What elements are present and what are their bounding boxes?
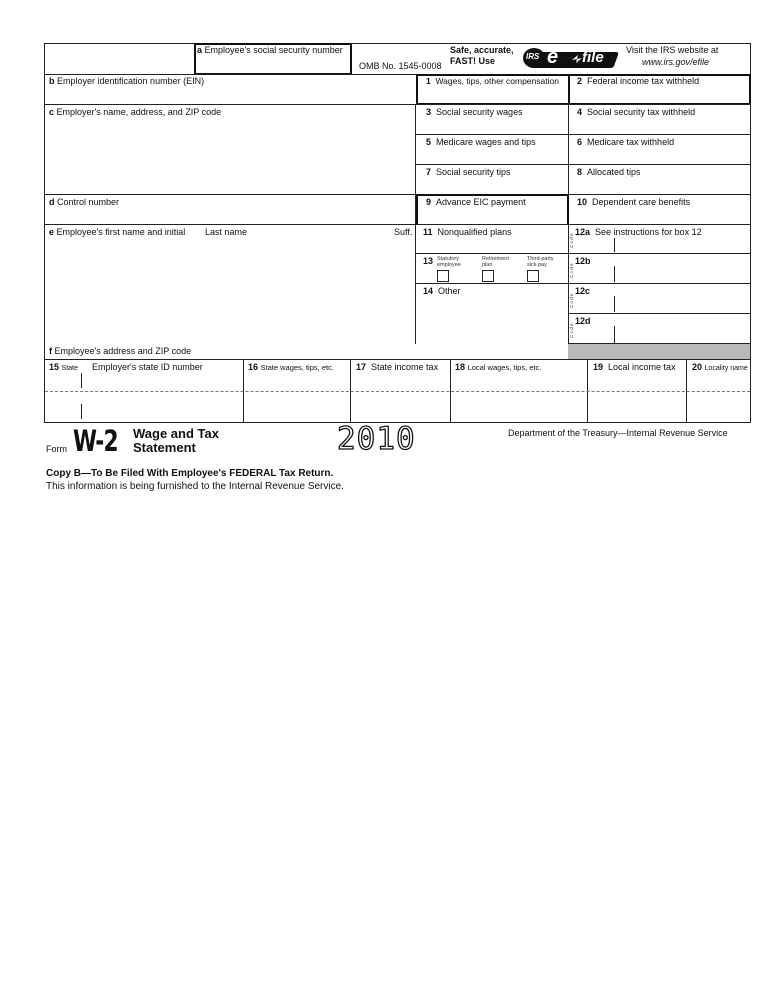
box12d-amount-field[interactable] — [616, 326, 750, 343]
employee-name-field[interactable] — [45, 240, 415, 340]
efile-logo-file: file — [582, 49, 604, 66]
box12b-label: 12b — [575, 256, 591, 266]
box12a-code-divider — [614, 238, 615, 252]
state-tick — [81, 373, 82, 388]
row-divider — [44, 359, 751, 360]
box15-label: 15 State — [49, 362, 78, 372]
box8-label: 8 Allocated tips — [577, 167, 641, 177]
visit-irs-line1: Visit the IRS website at — [626, 45, 719, 55]
nonqualified-field[interactable] — [416, 238, 568, 252]
efile-tagline-1: Safe, accurate, FAST! Use — [450, 45, 514, 66]
medicare-tax-field[interactable] — [569, 148, 750, 164]
form-word: Form — [46, 444, 67, 454]
box6-label: 6 Medicare tax withheld — [577, 137, 675, 147]
tax-year: 2010 — [337, 421, 416, 457]
row-divider — [415, 134, 751, 135]
control-number-field[interactable] — [45, 208, 415, 224]
locality-name-field-2[interactable] — [687, 404, 750, 421]
irs-efile-logo — [520, 46, 620, 70]
box12d-code-field[interactable] — [577, 326, 613, 343]
box5-label: 5 Medicare wages and tips — [426, 137, 536, 147]
local-wages-field-2[interactable] — [451, 404, 586, 421]
box12a-label: 12a See instructions for box 12 — [575, 227, 702, 237]
state-id-field-1[interactable] — [83, 373, 242, 390]
state-tick — [81, 404, 82, 419]
box12c-code-divider — [614, 296, 615, 312]
box12d-code-divider — [614, 326, 615, 343]
other-field[interactable] — [416, 297, 568, 343]
state-tax-field-2[interactable] — [351, 404, 449, 421]
employee-last-name-label: Last name — [205, 227, 248, 237]
local-tax-field-2[interactable] — [588, 404, 685, 421]
box13-label: 13 — [423, 256, 434, 266]
employee-suffix-label: Suff. — [394, 227, 413, 237]
local-wages-field-1[interactable] — [451, 373, 586, 390]
box4-label: 4 Social security tax withheld — [577, 107, 696, 117]
row-divider — [44, 194, 751, 195]
box17-label: 17 State income tax — [356, 362, 439, 372]
form-number: W-2 — [73, 424, 118, 458]
box10-label: 10 Dependent care benefits — [577, 197, 691, 207]
box12a-code-field[interactable] — [577, 238, 613, 252]
box12b-code-divider — [614, 266, 615, 282]
employer-state-id-label: Employer's state ID number — [92, 362, 203, 372]
box7-label: 7 Social security tips — [426, 167, 511, 177]
dependent-care-field[interactable] — [569, 208, 750, 224]
copy-b-line: Copy B—To Be Filed With Employee's FEDERAL Tax Return. — [46, 468, 334, 479]
locality-name-field-1[interactable] — [687, 373, 750, 390]
employee-ssn-label: a Employee's social security number — [197, 45, 343, 55]
state-id-field-2[interactable] — [83, 404, 242, 421]
box1-label: 1 Wages, tips, other compensation — [426, 76, 559, 86]
box9-label: 9 Advance EIC payment — [426, 197, 526, 207]
omb-number: OMB No. 1545-0008 — [359, 61, 442, 71]
employee-address-label: f Employee's address and ZIP code — [49, 346, 192, 356]
box12d-label: 12d — [575, 316, 591, 326]
third-party-sick-pay-checkbox[interactable] — [527, 270, 539, 282]
ss-wages-field[interactable] — [416, 118, 568, 134]
row-divider — [44, 224, 751, 225]
state-wages-field-1[interactable] — [244, 373, 349, 390]
form-top-border — [44, 43, 751, 44]
retirement-label: Retirement plan — [482, 256, 509, 268]
efile-logo-irs: IRS — [526, 52, 540, 61]
box12a-code-label: C o d e — [569, 233, 574, 248]
shaded-area — [568, 344, 750, 359]
visit-irs-line2: www.irs.gov/efile — [642, 57, 710, 67]
statutory-employee-checkbox[interactable] — [437, 270, 449, 282]
box19-label: 19 Local income tax — [593, 362, 676, 372]
efile-logo-e: e — [547, 46, 559, 68]
ein-field[interactable] — [45, 87, 415, 103]
state-wages-field-2[interactable] — [244, 404, 349, 421]
row-divider — [415, 253, 751, 254]
box12c-code-field[interactable] — [577, 296, 613, 312]
local-tax-field-1[interactable] — [588, 373, 685, 390]
retirement-plan-checkbox[interactable] — [482, 270, 494, 282]
box12b-code-label: C o d e — [569, 263, 574, 278]
box12a-amount-field[interactable] — [616, 238, 750, 252]
state-code-field-2[interactable] — [45, 404, 80, 421]
medicare-wages-field[interactable] — [416, 148, 568, 164]
third-party-label: Third-party sick pay — [527, 256, 554, 268]
box14-label: 14 Other — [423, 286, 461, 296]
box16-label: 16 State wages, tips, etc. — [248, 362, 334, 372]
ss-tax-field[interactable] — [569, 118, 750, 134]
row-divider — [568, 313, 751, 314]
box2-label: 2 Federal income tax withheld — [577, 76, 700, 86]
state-code-field-1[interactable] — [45, 373, 80, 390]
box20-label: 20 Locality name — [692, 362, 748, 372]
employee-first-name-label: e Employee's first name and initial — [49, 227, 186, 237]
box12c-code-label: C o d e — [569, 293, 574, 308]
box12c-amount-field[interactable] — [616, 296, 750, 312]
box12b-code-field[interactable] — [577, 266, 613, 282]
state-lines-separator — [45, 391, 750, 392]
copy-b-subline: This information is being furnished to the Internal Revenue Service. — [46, 481, 344, 492]
statutory-label: Statutory employee — [437, 256, 461, 268]
ss-tips-field[interactable] — [416, 178, 568, 194]
box12b-amount-field[interactable] — [616, 266, 750, 282]
row-divider — [415, 164, 751, 165]
allocated-tips-field[interactable] — [569, 178, 750, 194]
ein-label: b Employer identification number (EIN) — [49, 76, 205, 86]
form-title-line1: Wage and Tax — [133, 426, 219, 441]
employer-name-label: c Employer's name, address, and ZIP code — [49, 107, 222, 117]
department-label: Department of the Treasury—Internal Revenue Service — [508, 428, 728, 438]
box12c-label: 12c — [575, 286, 591, 296]
employer-name-field[interactable] — [45, 118, 415, 192]
box11-label: 11 Nonqualified plans — [423, 227, 512, 237]
state-tax-field-1[interactable] — [351, 373, 449, 390]
box12d-code-label: C o d e — [569, 323, 574, 338]
box18-label: 18 Local wages, tips, etc. — [455, 362, 542, 372]
row-divider — [415, 283, 751, 284]
control-number-label: d Control number — [49, 197, 120, 207]
row-divider — [44, 104, 751, 105]
box3-label: 3 Social security wages — [426, 107, 523, 117]
form-title-line2: Statement — [133, 440, 196, 455]
